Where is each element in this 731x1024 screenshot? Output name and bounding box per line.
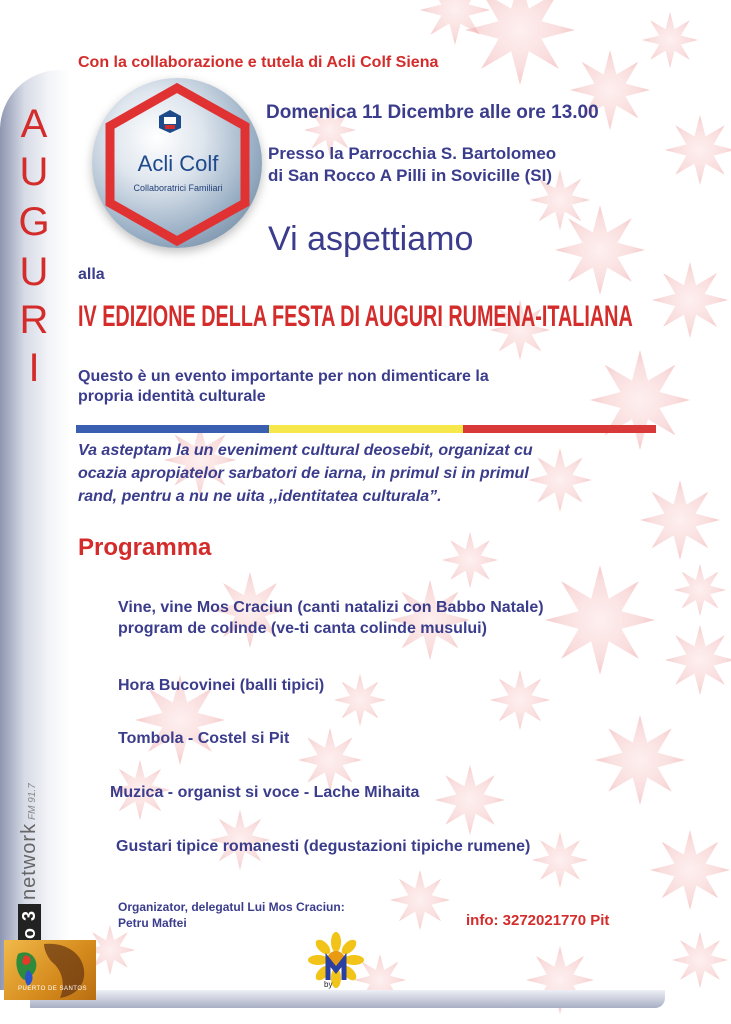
edition-title: IV EDIZIONE DELLA FESTA DI AUGURI RUMENA-ITALIANA	[78, 300, 633, 333]
flag-blue-segment	[76, 425, 269, 433]
bottom-bar	[30, 990, 665, 1008]
importance-line1: Questo è un evento importante per non dimenticare la	[78, 368, 489, 385]
acli-colf-title: Acli Colf	[137, 151, 219, 176]
star-decoration	[532, 832, 588, 888]
star-decoration	[665, 115, 731, 185]
romanian-text-line1: Va asteptam la un eveniment cultural deosebit, organizat cu	[78, 442, 533, 459]
program-item-4: Tombola - Costel si Pit	[118, 730, 290, 747]
star-decoration	[640, 480, 720, 560]
info-contact: info: 3272021770 Pit	[466, 912, 610, 929]
event-place-line1: Presso la Parrocchia S. Bartolomeo	[268, 144, 557, 163]
star-decoration	[650, 830, 730, 910]
programma-title: Programma	[78, 534, 212, 561]
sunflower-sponsor-icon	[306, 930, 366, 990]
star-decoration	[528, 448, 592, 512]
by-label: by	[324, 980, 333, 989]
star-decoration	[652, 262, 728, 338]
organizer-line1: Organizator, delegatul Lui Mos Craciun:	[118, 900, 345, 914]
auguri-letter-g: G	[18, 200, 50, 244]
auguri-letter-r: R	[19, 298, 49, 342]
collaboration-header: Con la collaborazione e tutela di Acli Colf Siena	[78, 54, 439, 71]
invite-heading: Vi aspettiamo	[268, 220, 474, 258]
star-decoration	[435, 765, 505, 835]
program-item-6: Gustari tipice romanesti (degustazioni tipiche rumene)	[116, 838, 531, 855]
acli-colf-subtitle: Collaboratrici Familiari	[133, 183, 223, 193]
event-place-line2: di San Rocco A Pilli in Sovicille (SI)	[268, 166, 553, 185]
romanian-text-line2: ocazia apropiatelor sarbatori de iarna, in primul si in primul	[78, 465, 529, 482]
auguri-letter-u: U	[19, 150, 49, 194]
romanian-flag-divider	[76, 425, 656, 433]
radio-brand: 3	[18, 904, 41, 982]
star-decoration	[334, 674, 386, 726]
importance-line2: propria identità culturale	[78, 388, 266, 405]
radio-network-label: network	[18, 822, 40, 900]
star-decoration	[595, 715, 685, 805]
program-item-3: Hora Bucovinei (balli tipici)	[118, 677, 325, 694]
puerto-de-santos-label: PUERTO DE SANTOS	[18, 986, 88, 992]
program-item-2: program de colinde (ve-ti canta colinde musului)	[118, 620, 487, 637]
puerto-de-santos-logo	[4, 940, 96, 1000]
flag-red-segment	[463, 425, 656, 433]
star-decoration	[420, 0, 490, 45]
program-item-1: Vine, vine Mos Craciun (canti natalizi con Babbo Natale)	[118, 599, 544, 616]
star-decoration	[555, 205, 645, 295]
star-decoration	[674, 564, 726, 616]
star-decoration	[672, 932, 728, 988]
star-decoration	[465, 0, 575, 85]
star-decoration	[390, 870, 450, 930]
star-decoration	[665, 625, 731, 695]
star-decoration	[164, 424, 236, 496]
star-decoration	[642, 12, 698, 68]
organizer-name: Petru Maftei	[118, 916, 187, 930]
star-decoration	[545, 565, 655, 675]
star-decoration	[590, 350, 690, 450]
auguri-letter-u2: U	[19, 250, 49, 294]
acli-emblem-icon	[157, 108, 183, 134]
flag-yellow-segment	[269, 425, 462, 433]
auguri-letter-i: I	[28, 346, 40, 390]
event-date: Domenica 11 Dicembre alle ore 13.00	[266, 102, 599, 123]
radio-network-logo	[14, 660, 44, 980]
auguri-letter-a: A	[20, 102, 48, 146]
alla-label: alla	[78, 266, 105, 283]
radio-fm-label: FM 91.7	[27, 783, 38, 820]
star-decoration	[442, 532, 498, 588]
program-item-5: Muzica - organist si voce - Lache Mihaita	[110, 784, 420, 801]
star-decoration	[298, 728, 362, 792]
star-decoration	[490, 670, 550, 730]
romanian-text-line3: rand, pentru a nu ne uita ,,identitatea culturala”.	[78, 488, 442, 505]
